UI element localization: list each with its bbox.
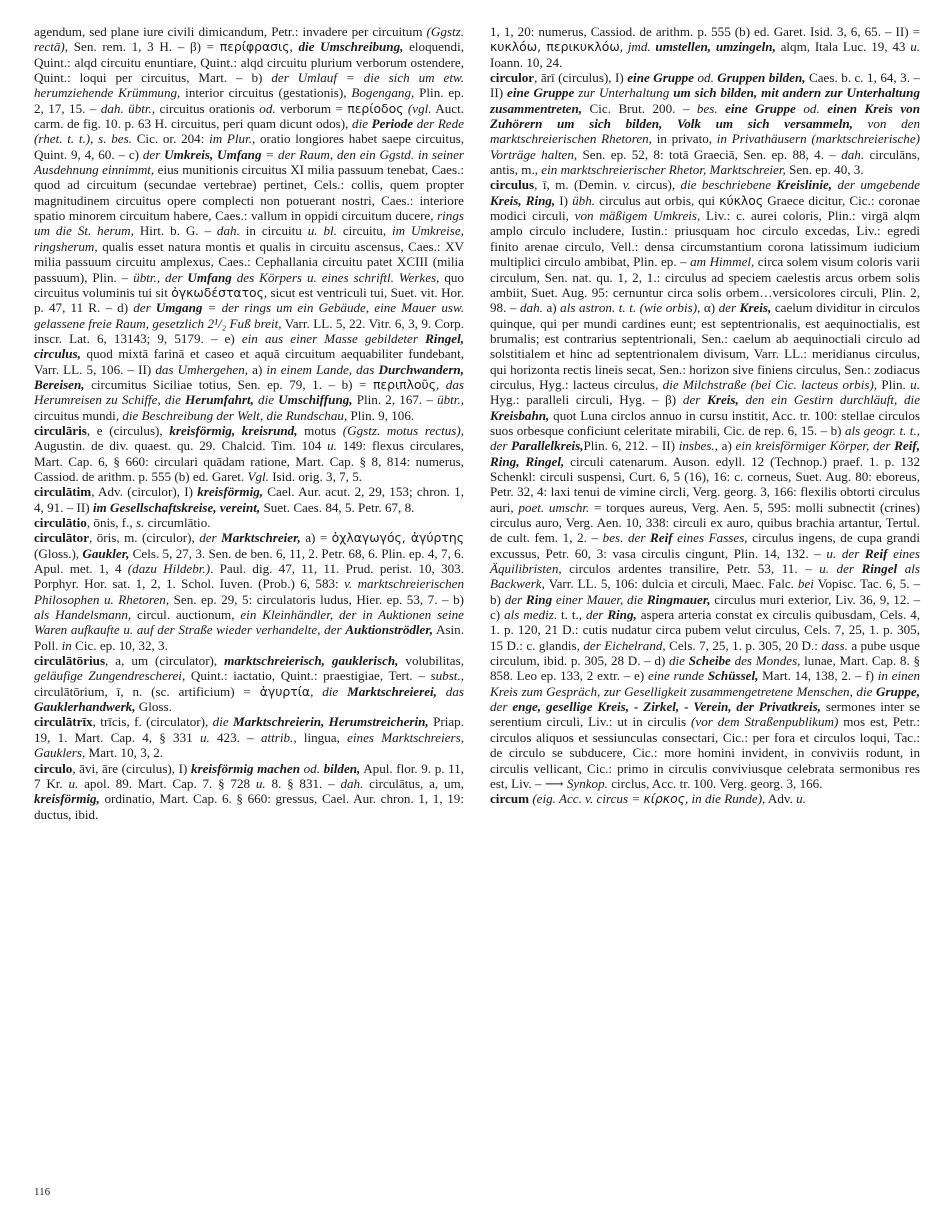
text-run-italic: als astron. t. t. (wie orbis), — [560, 300, 701, 316]
text-run-plain: , Augustin. de div. quaest. qu. 29. Chalcid. Tim. 104 — [34, 422, 464, 454]
text-run-plain: Ioann. 10, 24. — [490, 54, 563, 70]
text-run-gloss: kreisförmig, — [197, 484, 264, 500]
text-run-italic: u. — [199, 729, 210, 745]
text-run-gloss: einen Kreis von Zuhörern um sich bilden, Volk um sich versammeln, — [490, 100, 920, 132]
left-text-column — [34, 24, 464, 1164]
text-run-italic: = der Raum, den ein Ggstd. in seiner Ausdehnung einnimmt, — [34, 146, 464, 178]
text-run-italic: Bogengang, — [351, 85, 415, 101]
text-run-plain: lunae, Mart. Cap. 8. § 858. Leo ep. 133, 2 extr. – e) — [490, 653, 920, 684]
text-run-gloss: Marktschreier, — [221, 530, 301, 546]
text-run-italic: der — [199, 530, 222, 546]
text-run-italic: die — [352, 116, 372, 132]
text-run-plain: a) — [542, 300, 561, 316]
text-run-gloss: um sich bilden, mit andern zur Unterhaltung zusammentreten, — [490, 85, 921, 116]
text-run-plain: sermones inter se serentium circuli, Liv.: ut in circulis — [490, 699, 920, 730]
text-run-plain: volubilitas, — [398, 653, 464, 669]
text-run-gloss: Kreis, — [739, 300, 772, 316]
text-run-gloss: Kreislinie, — [776, 177, 833, 193]
entry-headword: circum — [490, 791, 530, 807]
text-run-gloss: Umschiffung, — [278, 392, 353, 408]
dictionary-entry — [34, 714, 464, 760]
text-run-italic: (Ggstz. motus rectus) — [342, 422, 461, 438]
text-run-italic: bei — [797, 576, 814, 592]
text-run-italic: dah. — [216, 223, 240, 239]
entry-headword: circulāris — [34, 422, 87, 438]
text-run-gloss: Reif — [864, 545, 888, 561]
text-run-plain: , — [289, 39, 299, 55]
text-run-plain: quo circuitus voluminis tui sit — [34, 269, 464, 300]
text-run-gloss: Marktschreierei, — [347, 683, 437, 699]
text-run-italic: u. — [255, 775, 266, 791]
text-run-gloss: im Gesellschaftskreise, vereint, — [92, 499, 261, 515]
text-run-plain: Cic. Brut. 200. – — [582, 100, 697, 116]
text-run-italic: den ein Gestirn durchläuft, die — [738, 392, 921, 408]
text-run-italic: in Privathäusern (marktschreierische) Vorträge halten, — [490, 131, 920, 162]
text-run-gloss: Ringel, circulus, — [34, 330, 465, 362]
text-run-italic: dah. — [841, 146, 865, 162]
text-run-italic: ein aus einer Masse gebildeter — [241, 330, 426, 346]
text-run-italic: des Mondes, — [730, 653, 801, 669]
text-run-plain: I) — [555, 192, 573, 208]
dictionary-entry — [34, 484, 464, 515]
text-run-gloss: marktschreierisch, gauklerisch, — [224, 653, 399, 669]
text-run-italic: die Beschreibung der Welt, die Rundschau, — [122, 407, 348, 423]
text-run-italic: insbes., — [678, 438, 718, 454]
text-run-plain: , āvi, āre (circulus), I) — [72, 760, 191, 776]
text-run-plain: Liv.: c. aurei coloris, Plin.: virgā alqm amplo circulo includere, Iustin.: priusquam hoc circulo excedas, Liv.: egredi finito arenae circulo, Vell.: densa circumstantium corona latissimum iudicium multiplici circulo ambibat, Plin. ep. – — [490, 208, 921, 270]
text-run-plain: apol. 89. Mart. Cap. 7. § 728 — [78, 775, 256, 791]
text-run-plain: verborum = — [275, 100, 348, 116]
text-run-plain: Plin. 6, 212. – II) — [583, 438, 679, 454]
text-run-greek: περίφρασις — [219, 39, 290, 55]
text-run-greek: ἀγυρτία — [259, 683, 311, 699]
text-run-italic: die — [669, 653, 689, 669]
text-run-plain: circul. auctionum, — [131, 607, 241, 623]
text-run-italic: eines Marktschreiers, Gauklers, — [34, 729, 465, 761]
text-run-gloss: Parallelkreis, — [511, 438, 584, 454]
dictionary-entry — [34, 653, 464, 714]
text-run-italic: u. der — [826, 545, 865, 561]
text-run-italic: in — [61, 637, 72, 653]
page-number: 116 — [34, 1186, 51, 1198]
text-run-gloss: Gauklerhandwerk, — [34, 699, 136, 715]
text-run-italic: die beschriebene — [680, 177, 777, 193]
text-run-plain: circulātōrium, ī, n. (sc. artificium) = — [34, 683, 260, 699]
text-run-italic: am Himmel, — [690, 254, 755, 270]
text-run-italic: od. — [697, 70, 714, 86]
text-run-greek: περιπλοῦς — [372, 376, 436, 392]
dictionary-entry — [490, 791, 920, 806]
text-run-italic: übtr., — [437, 392, 465, 408]
text-run-gloss: Ring, — [607, 607, 637, 623]
text-run-italic: als mediz. — [504, 607, 558, 623]
text-run-plain: aspera arteria constat ex circulis quibusdam, Cels. 4, 1. p. 120, 21 D.: cutis nudatur circa pubem velut circulus, Cels. 7, 25, 1. p. 305, 15 D.: c. glandis, — [490, 607, 921, 653]
text-run-plain: Cic. or. 204: — [131, 131, 210, 147]
text-run-gloss: eine Gruppe — [725, 100, 804, 116]
text-run-plain: Plin. ep. 2, 17, 15. – — [34, 85, 464, 116]
text-run-gloss: Ringmauer, — [646, 591, 711, 607]
text-run-gloss: Gruppe, — [875, 683, 920, 699]
text-run-italic: bes. — [696, 100, 726, 116]
text-run-plain: lingua, — [296, 729, 348, 745]
text-run-italic: eines Fasses, — [672, 530, 748, 546]
text-run-plain: quot Luna circlos annuo in cursu institit, Acc. tr. 100: stellae circulos suos orbesque conficiunt celeritate mirabili, Cic. de rep. 6, 15. – b) — [490, 407, 920, 438]
text-run-gloss: Scheibe — [688, 653, 731, 669]
text-run-italic: des Körpers u. eines schriftl. Werkes, — [231, 269, 440, 285]
text-run-italic: übtr., der — [133, 269, 188, 285]
text-run-italic: u. — [796, 791, 806, 807]
text-run-greek: κύκλος — [719, 192, 764, 208]
text-run-plain: circumitus Siciliae totius, Sen. ep. 79, 1. – b) = — [84, 376, 373, 392]
text-run-plain: Cels. 5, 27, 3. Sen. de ben. 6, 11, 2. Petr. 68, 6. Plin. ep. 4, 7, 6. Apul. met. 1, 4 — [34, 545, 464, 577]
text-run-italic: Synkop. — [566, 775, 608, 791]
text-run-plain: qualis esset natura montis et qualis in circuitu ascensus, Caes.: XV milia passuum circuitu amplexus, Caes.: Cephallania circuitu patet XCIII (milia passuum), Plin. – — [34, 238, 464, 285]
text-run-italic: einer Mauer, die — [552, 591, 647, 607]
text-run-plain: a) = — [300, 530, 332, 546]
entry-headword: circulātōrius — [34, 653, 106, 669]
text-run-plain: Plin. 9, 106. — [347, 407, 415, 423]
entry-headword: circulor — [490, 70, 535, 86]
text-run-plain: (Gloss.), — [34, 545, 83, 561]
text-run-plain: circuitus mundi, — [34, 407, 123, 423]
text-run-plain: Isid. orig. 3, 7, 5. — [268, 468, 363, 484]
text-run-italic: der umgebende — [832, 177, 920, 193]
entry-headword: circulātio — [34, 515, 87, 530]
text-run-plain: alqm, Itala Luc. 19, 43 — [775, 39, 911, 55]
text-run-italic: (vgl. — [407, 100, 432, 116]
entry-headword: circulo — [34, 760, 73, 776]
text-run-italic: dah. — [340, 775, 364, 791]
text-run-plain: Adv. — [765, 791, 797, 807]
text-run-plain: Suet. Caes. 84, 5. Petr. 67, 8. — [260, 499, 415, 515]
text-run-italic: im Plur., — [209, 131, 256, 147]
text-run-greek: περίοδος — [347, 100, 404, 116]
text-run-greek: ὀγκωδέστατος — [171, 284, 264, 300]
text-run-plain: , Sen. rem. 1, 3 H. – β) = — [64, 39, 220, 55]
text-run-italic: geläufige Zungendrescherei, — [34, 668, 186, 684]
text-run-italic: die — [212, 714, 233, 730]
text-run-italic: (dazu Hildebr.) — [127, 561, 211, 577]
text-run-gloss: Umfang — [187, 269, 232, 285]
text-run-gloss: eine Gruppe — [627, 70, 698, 86]
text-run-gloss: Umgang — [155, 300, 203, 316]
text-run-plain: eloquendi, Quint.: alqd circuitu enuntiare, Quint.: alqd circuitu plurium verborum ostendere, Quint.: loqui per circuitus, Mart. – b) — [34, 39, 465, 86]
text-run-gloss: Herumfahrt, — [185, 392, 254, 408]
text-run-gloss: Kreisbahn, — [490, 407, 550, 423]
text-run-plain: , ōris, m. (circulor), — [89, 530, 200, 546]
text-run-gloss: Kreis, — [707, 392, 739, 408]
text-run-plain: Asin. Poll. — [34, 622, 464, 653]
text-run-gloss: Ringel — [861, 561, 898, 577]
text-run-plain: 149: flexus circulares, Mart. Cap. 6, § 660: circulari quādam ratione, Mart. Cap. § 8, 814: numerus, Cassiod. de arithm. p. 555 (b) ed. Garet. — [34, 438, 464, 484]
text-run-plain: mos est, Petr.: circulos aliquos et sessiunculas consectari, Cic.: per fora et circulos loqui, Tac.: de circulo se subducere, Cic.: more homini invident, in conviviis rodunt, in circulis vellicant, Cic.: primo in circulis conviviusque celebrata sermonibus res est, Liv. – ⟶ — [490, 714, 920, 791]
dictionary-entry — [490, 70, 920, 177]
text-run-plain: = torques aureus, Verg. Aen. 5, 595: molli subnectit (crines) circulus auro, Verg. Aen. 10, 338: circuli ex auro, quibus brachia artantur, Tertul. de cult. fem. 1, 2. – — [490, 499, 920, 546]
text-run-italic: u. — [327, 438, 337, 454]
text-run-plain: a) — [717, 438, 736, 454]
text-run-italic: poet. umschr. — [518, 499, 590, 515]
text-run-plain: circulus aut orbis, qui — [595, 192, 720, 208]
text-run-plain: interior circuitus (gestationis), — [180, 85, 352, 101]
text-run-plain: , e (circulus), — [86, 422, 170, 438]
text-run-italic: die — [253, 392, 279, 408]
text-run-italic: dah. übtr., — [100, 100, 156, 116]
text-run-gloss: kreisförmig, kreisrund, — [169, 422, 298, 438]
text-run-plain: Plin. — [877, 376, 911, 392]
text-run-gloss: kreisförmig, — [34, 791, 100, 807]
text-run-plain: oratio longiores habet saepe circuitus, Quint. 9, 4, 60. – c) — [34, 131, 464, 162]
text-run-plain: Sen. ep. 40, 3. — [785, 162, 864, 178]
text-run-plain: Varr. LL. 5, 22. Vitr. 6, 3, 9. Corp. inscr. Lat. 6, 13143; 9, 5179. – e) — [34, 315, 465, 346]
text-run-plain: Gloss. — [135, 699, 172, 715]
text-run-gloss: Gaukler, — [82, 545, 130, 561]
text-run-italic: eines Äquilibristen, — [490, 545, 920, 577]
text-run-greek: κυκλόω, περικυκλόω — [490, 39, 620, 55]
text-run-plain: Apul. flor. 9. p. 11, 7 Kr. — [34, 760, 464, 791]
text-run-italic: subst., — [430, 668, 464, 684]
text-run-plain: Cels. 7, 25, 1. p. 305, 20 D.: — [665, 637, 822, 653]
text-run-plain: caelum dividitur in circulos quinque, qui per mundi cardines eunt; est septentrionalis, est aequinoctialis, est brumalis; est contrarius septentrionali, Sen.: caelum ab aequinoctiali circulo ad solstitialem et hinc ad septentrionalem divisum, Varr. LL.: meridianus circulus, qui horizonta rectis lineis secat, Sen.: horizon sive finiens circulus, Sen.: zodiacus circulus, Hyg.: lacteus circulus, — [490, 300, 920, 392]
text-run-italic: zur Unterhaltung — [578, 85, 674, 101]
text-run-gloss: die Umschreibung, — [298, 39, 404, 55]
dictionary-entry — [34, 515, 464, 530]
text-run-plain: circuli catenarum. Auson. edyll. 12 (Technop.) praef. 1. p. 132 Schenkl: circuli suspensi, Curt. 6, 5 (16), 16: c. corneus, Suet. Aug. 80: eboreus, Petr. 32, 4: laxi tenui de vimine circli, Verg. georg. 3, 166: flexilis obtorti circulus auri, — [490, 453, 920, 515]
text-run-italic: (Ggstz. rectā) — [34, 24, 464, 55]
text-run-italic: als Handelsmann, — [34, 607, 132, 623]
text-run-italic: jmd. — [627, 39, 656, 55]
text-run-plain: Sen. ep. 52, 8: totā Graeciā, Sen. ep. 88, 4. – — [577, 146, 842, 162]
text-run-plain: , trīcis, f. (circulator), — [92, 714, 213, 730]
text-run-plain: Plin. 2, 167. – — [352, 392, 438, 408]
text-run-italic: u. der — [819, 561, 862, 577]
text-run-plain: Vopisc. Tac. 6, 5. – b) — [490, 576, 921, 607]
text-run-italic: das — [436, 683, 465, 699]
text-run-italic: als geogr. t. t., der — [490, 422, 920, 454]
text-run-italic: v. — [622, 177, 631, 193]
text-run-italic: der — [490, 699, 513, 715]
text-run-plain: Priap. 19, 1. Mart. Cap. 4, § 331 — [34, 714, 464, 745]
text-run-plain: a) — [248, 361, 267, 377]
text-run-italic: der — [585, 607, 608, 623]
text-run-plain: 1, 1, 20: numerus, Cassiod. de arithm. p. 555 (b) ed. Garet. Isid. 3, 6, 65. – II) = — [490, 24, 920, 39]
text-run-plain: Graece dicitur, Cic.: coronae modici circuli, — [490, 192, 920, 224]
dictionary-entry — [490, 177, 920, 791]
text-run-italic: die — [322, 683, 348, 699]
text-run-italic: der Rede (rhet. t. t.), s. bes. — [34, 116, 464, 147]
text-run-italic: übh. — [572, 192, 596, 208]
text-run-plain: , ārī (circulus), I) — [534, 70, 628, 86]
text-run-italic: od. — [803, 100, 828, 116]
text-run-italic: der — [142, 146, 165, 162]
text-run-italic: = der rings um ein Gebäude, eine Mauer usw. gelassene freie Raum, gesetzlich 2¹/₂ Fuß breit, — [34, 300, 464, 331]
text-run-gloss: Ring — [525, 591, 553, 607]
text-run-gloss: umstellen, umzingeln, — [655, 39, 776, 55]
text-run-gloss: Schüssel, — [707, 668, 759, 684]
text-run-plain: Caes. b. c. 1, 64, 3. – II) — [490, 70, 920, 101]
text-run-italic: v. marktschreierischen Philosophen u. Rhetoren, — [34, 576, 464, 607]
text-run-plain: , sicut est ventriculi tui, Suet. vit. Hor. p. 47, 11 R. – d) — [34, 284, 464, 316]
entry-headword: circulātim — [34, 484, 92, 500]
text-run-italic: eine runde — [647, 668, 708, 684]
text-run-italic: der — [133, 300, 156, 316]
text-run-gloss: Durchwandern, Bereisen, — [34, 361, 464, 392]
text-run-plain: in privato, — [651, 131, 717, 147]
text-run-italic: von den marktschreierischen Rhetoren, — [490, 116, 921, 147]
text-run-plain: Auct. carm. de fig. 10. p. 63 H. circuitus, peri quam dicunt odos), — [34, 100, 464, 132]
text-run-plain: 423. – — [209, 729, 261, 745]
text-run-italic: u. bl. — [307, 223, 337, 239]
text-run-plain: circuitus orationis — [155, 100, 260, 116]
text-run-plain: circulātus, a, um, — [363, 775, 464, 791]
text-run-plain: , ōnis, f., — [86, 515, 136, 530]
text-run-plain: Sen. ep. 29, 5: circulatoris ludus, Hier. ep. 53, 7. – b) — [169, 591, 464, 607]
text-run-italic: der — [682, 392, 708, 408]
dictionary-entry — [34, 530, 464, 653]
dictionary-entry — [490, 24, 920, 70]
text-run-gloss: kreisförmig machen — [190, 760, 304, 776]
text-run-greek-italic: κίρκος — [643, 791, 685, 807]
text-run-italic: ein marktschreierischer Rhetor, Marktschreier, — [541, 162, 786, 178]
text-run-italic: dass. — [821, 637, 848, 653]
text-run-italic: rings um die St. herum, — [34, 208, 464, 239]
text-run-plain: circuitu, — [336, 223, 393, 239]
text-run-plain: in circuitu — [239, 223, 308, 239]
text-run-plain: Hyg.: paralleli circuli, Hyg. – β) — [490, 392, 683, 408]
text-run-gloss: Reif — [650, 530, 673, 546]
text-run-italic: u. — [910, 376, 920, 392]
text-run-italic: attrib., — [260, 729, 297, 745]
text-run-gloss: Kreis, Ring, — [490, 192, 556, 208]
dictionary-entry — [34, 761, 464, 822]
text-run-plain: , ī, m. (Demin. — [534, 177, 623, 193]
entry-headword: circulātor — [34, 530, 90, 546]
text-run-plain: circumlātio. — [144, 515, 211, 530]
text-run-plain: circulus muri exterior, Liv. 36, 9, 12. – c) — [490, 591, 920, 623]
text-run-plain: Mart. 14, 138, 2. – f) — [758, 668, 878, 684]
text-run-gloss: Gruppen bilden, — [713, 70, 806, 86]
text-run-plain: , — [619, 39, 628, 55]
text-run-italic: der — [718, 300, 740, 316]
text-run-italic: od. — [259, 100, 276, 116]
text-run-italic: ein kreisförmiger Körper, der — [735, 438, 895, 454]
text-run-italic: in einen Kreis zum Gespräch, zur Geselligkeit zusammengetretene Menschen, die — [490, 668, 920, 699]
text-run-gloss: Periode — [371, 116, 414, 132]
text-run-italic: u. — [68, 775, 79, 791]
text-run-plain: 8. § 831. – — [265, 775, 341, 791]
text-run-gloss: Auktionströdler, — [345, 622, 434, 638]
dictionary-entry — [34, 423, 464, 484]
text-run-italic: das Herumreisen zu Schiffe, die — [34, 376, 464, 408]
text-run-gloss: Reif, Ring, Ringel, — [490, 438, 920, 469]
text-run-plain: quod mixtā farinā et caseo et aquā circuitum aequabiliter fundebant, Varr. LL. 5, 106. – II) — [34, 346, 464, 377]
text-run-plain: agendum, sed plane iure civili dimicandum, Petr.: invadere per circuitum — [34, 24, 427, 39]
text-run-italic: das Umhergehen, — [155, 361, 249, 377]
text-run-gloss: Marktschreierin, Herumstreicherin, — [233, 714, 429, 730]
text-run-italic: dah. — [520, 300, 543, 316]
text-run-plain: t. t., — [557, 607, 586, 623]
text-run-plain: , — [435, 376, 446, 392]
text-run-italic: der Umlauf = die sich um etw. herumziehende Krümmung, — [34, 70, 464, 101]
text-run-greek: ὀχλαγωγός, ἀγύρτης — [331, 530, 464, 546]
text-run-plain: a pube usque circulum, ibid. p. 305, 28 D. – d) — [490, 637, 920, 669]
text-run-italic: ein Kleinhändler, der in Auktionen seine Waren aufkaufte u. auf der Straße wieder verhandelte, der — [34, 607, 464, 638]
text-run-plain: Hirt. b. G. – — [133, 223, 217, 239]
entry-headword: circulātrīx — [34, 714, 93, 730]
text-run-italic: bes. der — [602, 530, 651, 546]
text-run-plain: , Adv. (circulor), I) — [91, 484, 198, 500]
text-run-plain: α) — [700, 300, 719, 316]
text-run-plain: circlus, Acc. tr. 100. Verg. georg. 3, 166. — [607, 775, 823, 791]
text-run-plain: motus — [297, 422, 343, 438]
text-run-plain: circus), — [630, 177, 681, 193]
right-text-column — [490, 24, 920, 1164]
text-run-italic: (eig. Acc. v. circus = — [532, 791, 644, 807]
page-columns — [34, 24, 921, 1164]
text-run-italic: u. — [910, 39, 921, 55]
text-run-italic: Vgl. — [247, 468, 269, 484]
text-run-italic: als Backwerk, — [490, 561, 920, 592]
text-run-italic: der — [504, 591, 526, 607]
text-run-italic: (vor dem Straßenpublikum) — [691, 714, 839, 730]
text-run-plain: . Paul. dig. 47, 11, 11. Prud. perist. 10, 303. Porphyr. Hor. sat. 1, 2, 1. Schol. Iuven. (Prob.) 6, 583: — [34, 561, 464, 592]
text-run-plain: circulāns, antis, m., — [490, 146, 920, 178]
text-run-italic: s. — [135, 515, 145, 530]
text-run-plain: circa solem visum coloris varii circulum, Sen. nat. qu. 1, 2, 1.: circulus ad speciem caelestis arcus orbem solis ambiit, Suet. Aug. 95: cernuntur circa solis orbem…versicolores circuli, Plin. 2, 98. – — [490, 254, 920, 316]
text-run-plain: Cic. ep. 10, 32, 3. — [71, 637, 168, 653]
text-run-italic: od. — [303, 760, 320, 776]
text-run-italic: im Umkreise, ringsherum, — [34, 223, 464, 254]
text-run-plain: , a, um (circulator), — [105, 653, 225, 669]
text-run-plain: circulus ingens, de cupa grandi excussus, Petr. 60, 3: vasa circulis cingunt, Plin. 14, 132. – — [490, 530, 920, 561]
text-run-gloss: enge, gesellige Kreis, - Zirkel, - Verein, der Privatkreis, — [512, 699, 821, 715]
text-run-gloss: eine Gruppe — [507, 85, 579, 101]
text-run-plain: , — [310, 683, 323, 699]
text-run-italic: der Eichelrand, — [583, 637, 666, 653]
text-run-plain: Quint.: iactatio, Quint.: praestigiae, Tert. – — [185, 668, 431, 684]
text-run-italic: von mäßigem Umkreis, — [574, 208, 701, 224]
text-run-italic: die Milchstraße (bei Cic. lacteus orbis), — [662, 376, 878, 392]
entry-headword: circulus — [490, 177, 535, 193]
dictionary-entry — [34, 24, 464, 423]
text-run-gloss: Umkreis, Umfang — [164, 146, 262, 162]
text-run-italic: , in die Runde), — [684, 791, 766, 807]
text-run-plain: Cael. Aur. acut. 2, 29, 153; chron. 1, 4, 91. – II) — [34, 484, 465, 515]
text-run-plain: Varr. LL. 5, 106: dulcia et circuli, Maec. Falc. — [544, 576, 798, 592]
text-run-plain: eius munitionis circuitus XI milia passuum tenebat, Caes.: quod ad circuitum (secundae vertebrae) pertinet, Cels.: collis, quem propter magnitudinem circuitus opere complecti non potuerant nostri, Caes.: interiore spatio minorem circuitum habere, Caes.: vallum in oppidi circuitum ducere, — [34, 162, 465, 224]
text-run-plain: circulos ardentes transilire, Petr. 53, 11. – — [561, 561, 820, 577]
text-run-plain: ordinatio, Mart. Cap. 6. § 660: gressus, Cael. Aur. chron. 1, 1, 19: ductus, ibid. — [34, 791, 464, 822]
text-run-plain: Mart. 10, 3, 2. — [85, 745, 164, 761]
text-run-italic: in einem Lande, das — [266, 361, 379, 377]
text-run-gloss: bilden, — [320, 760, 361, 776]
